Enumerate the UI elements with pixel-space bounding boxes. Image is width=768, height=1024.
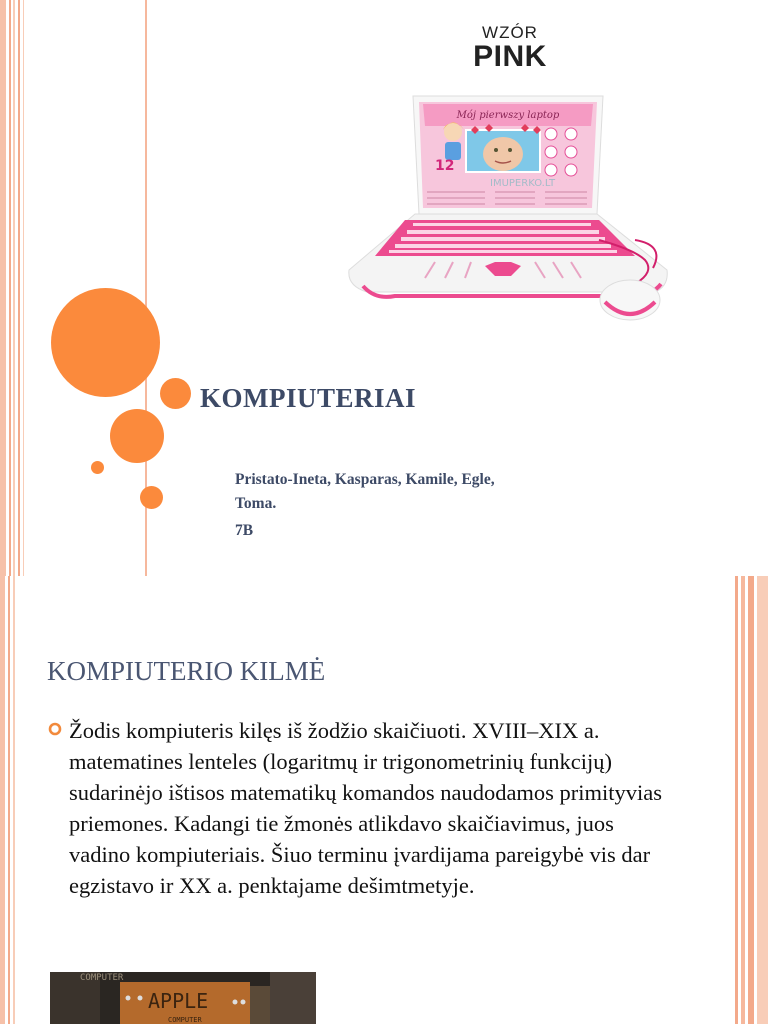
apple-computer-photo [50, 972, 316, 1024]
decor-circle-small-2 [140, 486, 163, 509]
svg-text:APPLE: APPLE [148, 989, 209, 1013]
brand-line-1: WZÓR [482, 23, 538, 42]
right-stripe [748, 576, 754, 1024]
left-stripe [23, 0, 24, 576]
bullet-text: Žodis kompiuteris kilęs iš žodžio skaičiuoti. XVIII–XIX a. matematines lenteles (logaritmų ir trigonometrinių funkcijų) sudarinėjo ištisos matematikų komandos naudodamos primityvias priemones. Kadangi tie žmonės atlikdavo skaičiavimus, juos vadino kompiuteriais. Šiuo terminu įvardijama pareigybė vis dar egzistavo ir XX a. penktajame dešimtmetyje. [69, 718, 663, 898]
decor-circle-small [160, 378, 191, 409]
svg-text:12: 12 [435, 158, 455, 174]
brand-logo [470, 24, 550, 72]
right-stripe [741, 576, 745, 1024]
left-stripe [8, 576, 10, 1024]
svg-text:Mój pierwszy laptop: Mój pierwszy laptop [456, 110, 560, 121]
brand-line-2: PINK [473, 40, 547, 73]
left-stripe [0, 576, 5, 1024]
presentation-title: KOMPIUTERIAI [200, 383, 417, 413]
left-stripe [13, 0, 15, 576]
svg-text:IMUPERKO.LT: IMUPERKO.LT [490, 178, 556, 189]
svg-text:COMPUTER: COMPUTER [168, 1016, 202, 1024]
svg-text:COMPUTER: COMPUTER [80, 973, 124, 983]
left-stripe [0, 0, 6, 576]
right-stripe [735, 576, 738, 1024]
bullet-ring-icon [48, 722, 62, 736]
decor-circle-medium [110, 409, 164, 463]
decor-circle-tiny [91, 461, 104, 474]
right-stripe [757, 576, 768, 1024]
decor-circle-large [51, 288, 160, 397]
left-stripe [9, 0, 11, 576]
laptop-image [335, 90, 675, 330]
left-stripe [18, 0, 20, 576]
slide-title: KOMPIUTERIO KILMĖ [47, 656, 326, 686]
class-text: 7B [235, 522, 254, 539]
authors-text: Pristato-Ineta, Kasparas, Kamile, Egle, Toma. [235, 471, 495, 512]
left-stripe [13, 576, 15, 1024]
